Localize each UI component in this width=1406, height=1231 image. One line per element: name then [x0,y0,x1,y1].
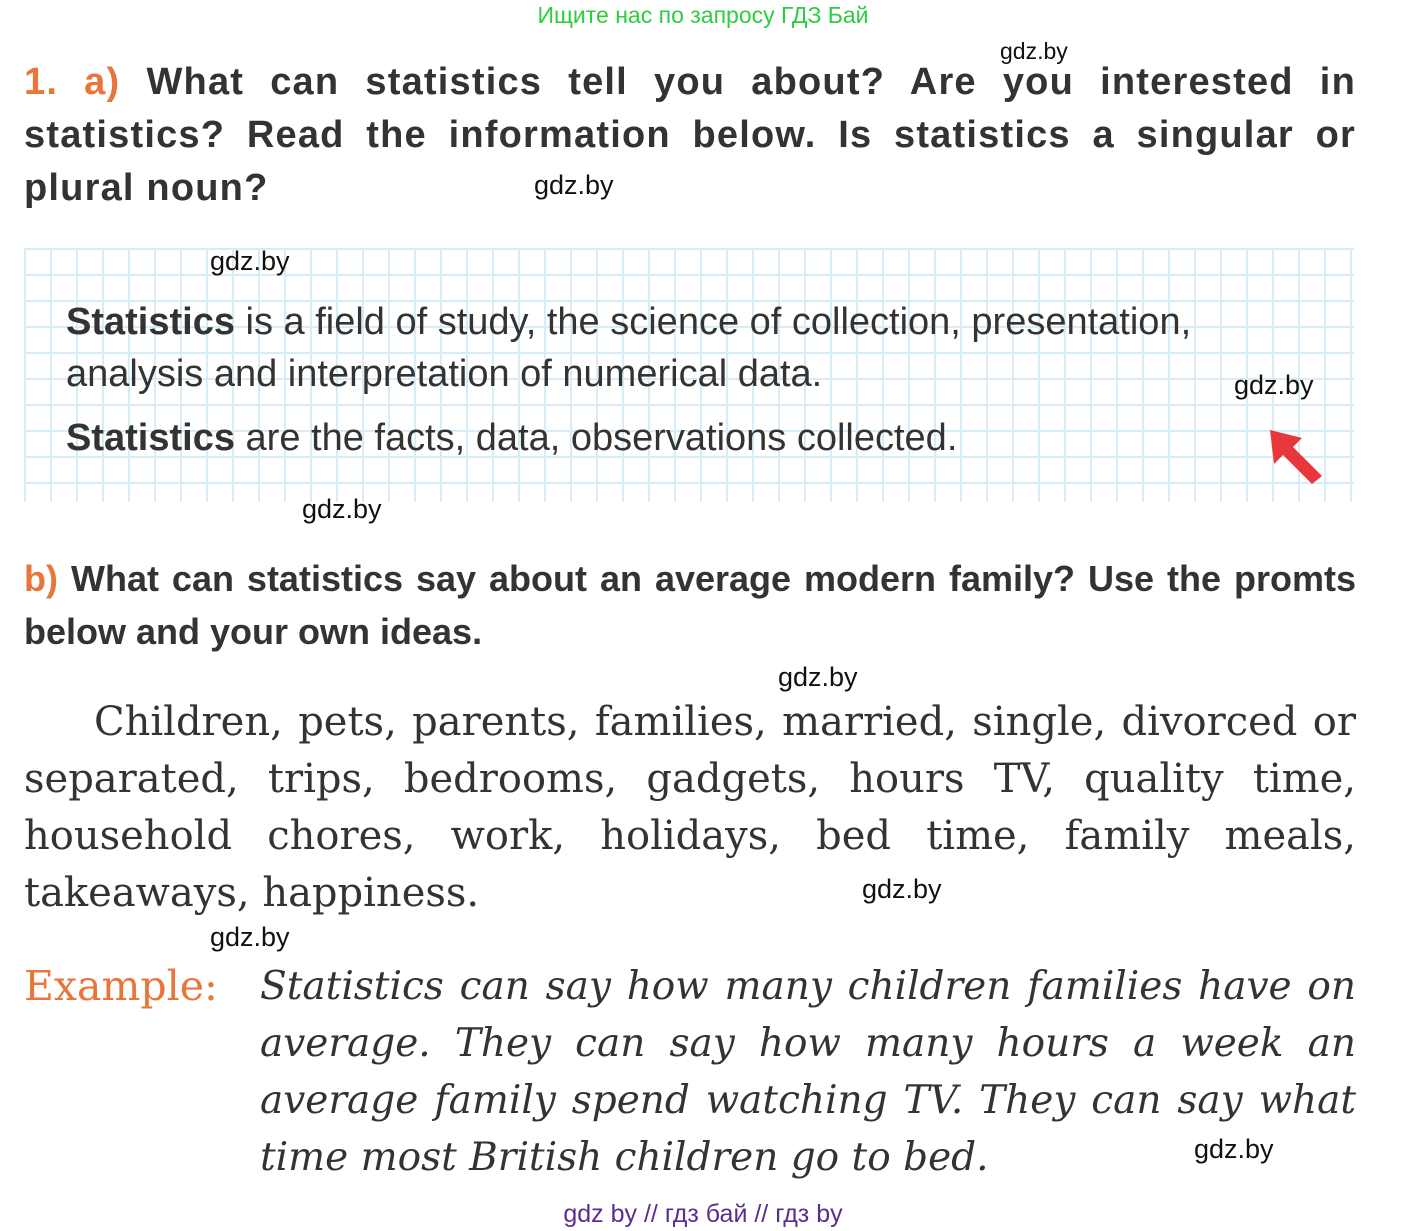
task-a-number: 1. a) [24,61,121,103]
definition-1-text: is a field of study, the science of collection, presentation, analysis and interpretation of numerical data. [66,301,1192,395]
definition-2 [66,412,1336,464]
watermark: gdz.by [1234,370,1314,400]
watermark: gdz.by [210,922,290,952]
watermark: gdz.by [1194,1134,1274,1164]
definition-1 [66,296,1336,400]
red-arrow-icon [1262,424,1326,488]
task-a-heading [24,56,1356,215]
definition-2-text: are the facts, data, observations collected. [234,417,958,459]
watermark: gdz.by [210,246,290,276]
definition-1-term: Statistics [66,301,235,343]
example-text: Statistics can say how many children families have on average. They can say how many hours a week an average family spend watching TV. They can say what time most British children go to bed. [260,964,1356,1180]
watermark: gdz.by [778,662,858,692]
watermark: gdz.by [862,874,942,904]
task-b-text: What can statistics say about an average modern family? Use the promts below and your own ideas. [24,558,1356,652]
example-label: Example: [24,962,218,1010]
task-b-number: b) [24,558,58,599]
task-b-heading [24,552,1356,658]
watermark: gdz.by [534,170,614,200]
watermark: gdz.by [1000,38,1068,64]
top-banner: Ищите нас по запросу ГДЗ Бай [537,2,869,28]
prompt-words: Children, pets, parents, families, married, single, divorced or separated, trips, bedrooms, gadgets, hours TV, quality time, household chores, work, holidays, bed time, family meals, takeaways, happiness. [24,699,1356,916]
task-a-text: What can statistics tell you about? Are you interested in statistics? Read the information below. Is statistics a singular or plural noun? [24,61,1356,209]
definition-2-term: Statistics [66,417,235,459]
footer-links: gdz by // гдз бай // гдз by [563,1200,843,1228]
watermark: gdz.by [302,494,382,524]
